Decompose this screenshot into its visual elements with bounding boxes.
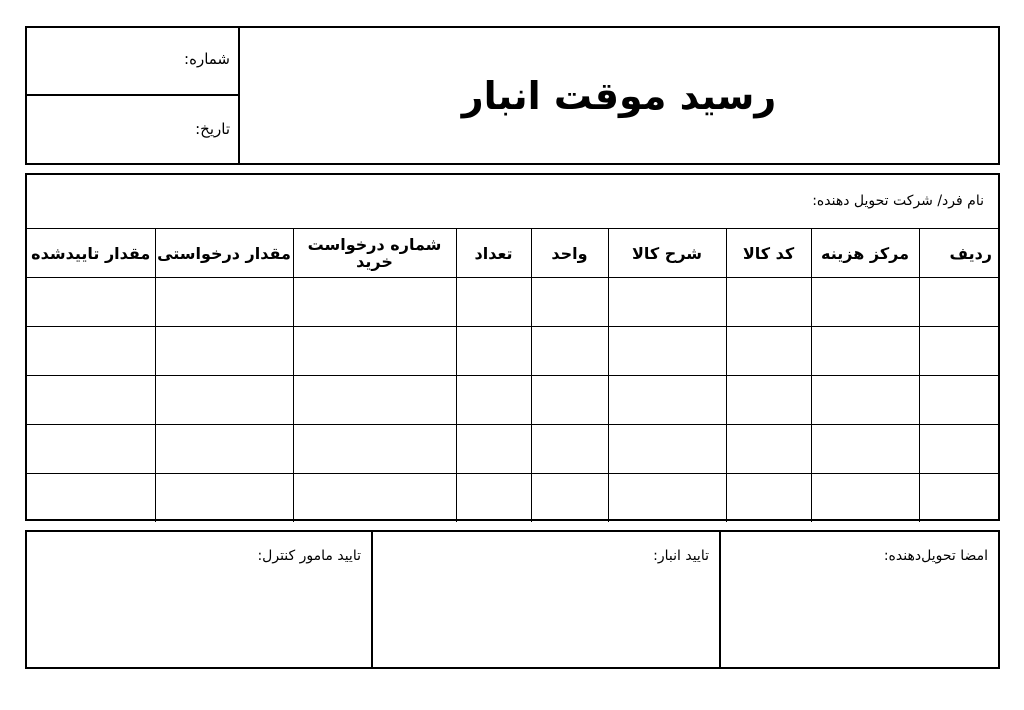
table-cell[interactable]	[608, 376, 726, 425]
table-cell[interactable]	[608, 425, 726, 474]
table-cell[interactable]	[608, 278, 726, 327]
column-header-item-code: کد کالا	[726, 229, 811, 278]
items-table	[27, 228, 998, 522]
table-cell[interactable]	[726, 425, 811, 474]
table-cell[interactable]	[456, 278, 531, 327]
signatures-section	[25, 530, 1000, 669]
form-meta-box	[27, 28, 240, 163]
table-cell[interactable]	[919, 278, 998, 327]
table-cell[interactable]	[293, 474, 456, 523]
table-cell[interactable]	[27, 425, 155, 474]
column-header-cost-center: مرکز هزینه	[811, 229, 919, 278]
column-header-approved-amount: مقدار تاییدشده	[27, 229, 155, 278]
table-cell[interactable]	[811, 376, 919, 425]
table-cell[interactable]	[155, 376, 293, 425]
column-header-row-number: ردیف	[919, 229, 998, 278]
table-cell[interactable]	[456, 376, 531, 425]
table-cell[interactable]	[293, 278, 456, 327]
control-officer-approval-box[interactable]	[27, 532, 373, 667]
table-cell[interactable]	[726, 474, 811, 523]
table-cell[interactable]	[726, 376, 811, 425]
warehouse-approval-label: تایید انبار:	[653, 548, 709, 564]
table-cell[interactable]	[293, 376, 456, 425]
table-row	[27, 425, 998, 474]
table-cell[interactable]	[27, 376, 155, 425]
table-cell[interactable]	[155, 327, 293, 376]
table-cell[interactable]	[608, 474, 726, 523]
table-cell[interactable]	[27, 327, 155, 376]
table-cell[interactable]	[293, 327, 456, 376]
table-cell[interactable]	[27, 474, 155, 523]
table-cell[interactable]	[155, 278, 293, 327]
number-field[interactable]	[27, 28, 238, 96]
column-header-purchase-request-number: شماره درخواست خرید	[293, 229, 456, 278]
table-cell[interactable]	[811, 278, 919, 327]
table-cell[interactable]	[608, 327, 726, 376]
control-officer-approval-label: تایید مامور کنترل:	[257, 548, 361, 564]
date-label: تاریخ:	[195, 120, 230, 138]
table-cell[interactable]	[726, 278, 811, 327]
table-cell[interactable]	[811, 474, 919, 523]
table-cell[interactable]	[919, 425, 998, 474]
deliverer-signature-label: امضا تحویل‌دهنده:	[883, 548, 988, 564]
deliverer-name-label: نام فرد/ شرکت تحویل دهنده:	[812, 193, 984, 209]
form-title: رسید موقت انبار	[461, 73, 777, 118]
table-cell[interactable]	[726, 327, 811, 376]
table-cell[interactable]	[531, 425, 608, 474]
table-cell[interactable]	[155, 474, 293, 523]
table-cell[interactable]	[155, 425, 293, 474]
column-header-unit: واحد	[531, 229, 608, 278]
table-cell[interactable]	[919, 474, 998, 523]
table-cell[interactable]	[811, 425, 919, 474]
table-cell[interactable]	[811, 327, 919, 376]
column-header-quantity: تعداد	[456, 229, 531, 278]
table-cell[interactable]	[531, 474, 608, 523]
column-header-requested-amount: مقدار درخواستی	[155, 229, 293, 278]
table-cell[interactable]	[456, 327, 531, 376]
table-cell[interactable]	[919, 376, 998, 425]
form-header	[25, 26, 1000, 165]
table-row	[27, 327, 998, 376]
table-cell[interactable]	[27, 278, 155, 327]
deliverer-signature-box[interactable]	[721, 532, 998, 667]
date-field[interactable]	[27, 96, 238, 163]
table-cell[interactable]	[919, 327, 998, 376]
items-section	[25, 173, 1000, 521]
table-cell[interactable]	[531, 327, 608, 376]
column-header-item-description: شرح کالا	[608, 229, 726, 278]
number-label: شماره:	[184, 50, 230, 68]
table-cell[interactable]	[531, 278, 608, 327]
table-row	[27, 278, 998, 327]
table-header-row	[27, 229, 998, 278]
table-row	[27, 376, 998, 425]
table-cell[interactable]	[531, 376, 608, 425]
warehouse-approval-box[interactable]	[373, 532, 721, 667]
table-cell[interactable]	[456, 425, 531, 474]
table-cell[interactable]	[456, 474, 531, 523]
table-cell[interactable]	[293, 425, 456, 474]
table-row	[27, 474, 998, 523]
